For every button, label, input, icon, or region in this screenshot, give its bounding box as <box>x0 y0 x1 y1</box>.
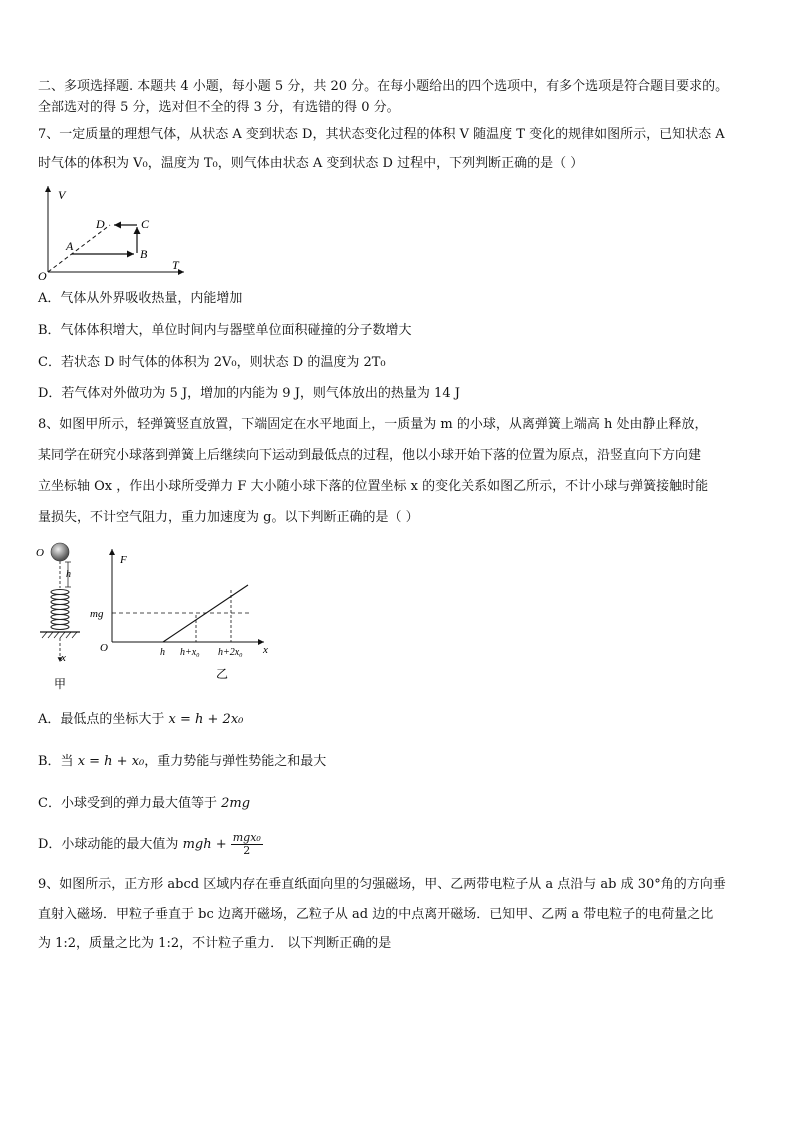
q8-option-d-text: D．小球动能的最大值为 <box>38 837 183 852</box>
jia-x-label: x <box>61 652 66 664</box>
ball <box>51 543 69 561</box>
q7-stem-line1: 7、一定质量的理想气体，从状态 A 变到状态 D，其状态变化过程的体积 V 随温度 T 变化的规律如图所示，已知状态 A <box>38 127 725 142</box>
q7-option-c[interactable]: C．若状态 D 时气体的体积为 2V₀，则状态 D 的温度为 2T₀ <box>38 355 386 370</box>
spring <box>51 590 69 630</box>
q8-option-b-pre: B．当 <box>38 754 78 769</box>
tick-h-x0: h+x₀ <box>180 647 200 658</box>
origin-label: O <box>38 269 47 283</box>
q9-stem-line3: 为 1:2，质量之比为 1:2，不计粒子重力． 以下判断正确的是 <box>38 936 392 951</box>
q8-option-a-math: x = h + 2x₀ <box>168 712 244 727</box>
q8-option-c[interactable] <box>38 795 250 813</box>
f-axis-label: F <box>120 554 127 566</box>
q7-option-a[interactable]: A．气体从外界吸收热量，内能增加 <box>38 291 243 306</box>
ground-hatch <box>42 632 77 638</box>
jia-origin-label: O <box>36 547 44 559</box>
q8-option-c-math: 2mg <box>221 796 251 811</box>
tick-h: h <box>160 647 165 658</box>
q8-stem-line3: 立坐标轴 Ox ，作出小球所受弹力 F 大小随小球下落的位置坐标 x 的变化关系如图乙所示，不计小球与弹簧接触时能 <box>38 479 709 494</box>
q8-option-b-math: x = h + x₀ <box>77 754 145 769</box>
dashed-line-oad <box>48 225 110 272</box>
q8-option-b-post: ，重力势能与弹性势能之和最大 <box>144 754 327 769</box>
mg-label: mg <box>90 608 104 620</box>
fraction-denominator: 2 <box>243 844 251 857</box>
q7-option-d[interactable]: D．若气体对外做功为 5 J，增加的内能为 9 J，则气体放出的热量为 14 J <box>38 386 460 401</box>
fraction-numerator: mgx₀ <box>232 831 261 844</box>
q8-figure-yi <box>88 545 288 685</box>
h-label: h <box>66 569 71 580</box>
q7-vt-diagram <box>36 183 196 283</box>
point-b-label: B <box>140 247 148 261</box>
q8-option-c-text: C．小球受到的弹力最大值等于 <box>38 796 222 811</box>
q8-stem-line2: 某同学在研究小球落到弹簧上后继续向下运动到最低点的过程，他以小球开始下落的位置为原点，沿竖直向下方向建 <box>38 448 702 463</box>
q8-option-a-text: A．最低点的坐标大于 <box>38 712 169 727</box>
force-line <box>163 585 248 642</box>
yi-caption: 乙 <box>216 667 229 681</box>
q9-stem-line1: 9、如图所示，正方形 abcd 区域内存在垂直纸面向里的匀强磁场，甲、乙两带电粒子从 a 点沿与 ab 成 30°角的方向垂 <box>38 877 726 892</box>
section-heading-line2: 全部选对的得 5 分，选对但不全的得 3 分，有选错的得 0 分。 <box>38 100 400 115</box>
q8-figure-jia <box>34 540 94 690</box>
q8-stem-line1: 8、如图甲所示，轻弹簧竖直放置，下端固定在水平地面上，一质量为 m 的小球，从离弹簧上端高 h 处由静止释放， <box>38 417 708 432</box>
point-d-label: D <box>96 217 105 231</box>
q8-stem-line4: 量损失，不计空气阻力，重力加速度为 g。以下判断正确的是（ ） <box>38 510 419 525</box>
v-axis-label: V <box>58 188 66 202</box>
point-a-label: A <box>66 239 74 253</box>
q8-option-b[interactable] <box>38 753 326 771</box>
yi-origin-label: O <box>100 642 108 654</box>
section-heading-line1: 二、多项选择题. 本题共 4 小题，每小题 5 分，共 20 分。在每小题给出的四个选项中，有多个选项是符合题目要求的。 <box>38 79 729 94</box>
q7-option-b[interactable]: B．气体体积增大，单位时间内与器壁单位面积碰撞的分子数增大 <box>38 323 412 338</box>
jia-caption: 甲 <box>54 677 67 690</box>
point-c-label: C <box>141 217 150 231</box>
q8-option-a[interactable] <box>38 711 243 729</box>
x-axis-label: x <box>263 644 268 656</box>
q8-option-d-fraction <box>231 832 263 857</box>
tick-h-2x0: h+2x₀ <box>218 647 243 658</box>
q8-option-d-math: mgh + <box>182 837 231 852</box>
q8-option-d[interactable] <box>38 832 263 858</box>
q7-stem-line2: 时气体的体积为 V₀，温度为 T₀，则气体由状态 A 变到状态 D 过程中，下列判断正确的是（ ） <box>38 156 584 171</box>
q9-stem-line2: 直射入磁场．甲粒子垂直于 bc 边离开磁场，乙粒子从 ad 边的中点离开磁场．已知甲、乙两 a 带电粒子的电荷量之比 <box>38 907 714 922</box>
t-axis-label: T <box>172 258 179 272</box>
